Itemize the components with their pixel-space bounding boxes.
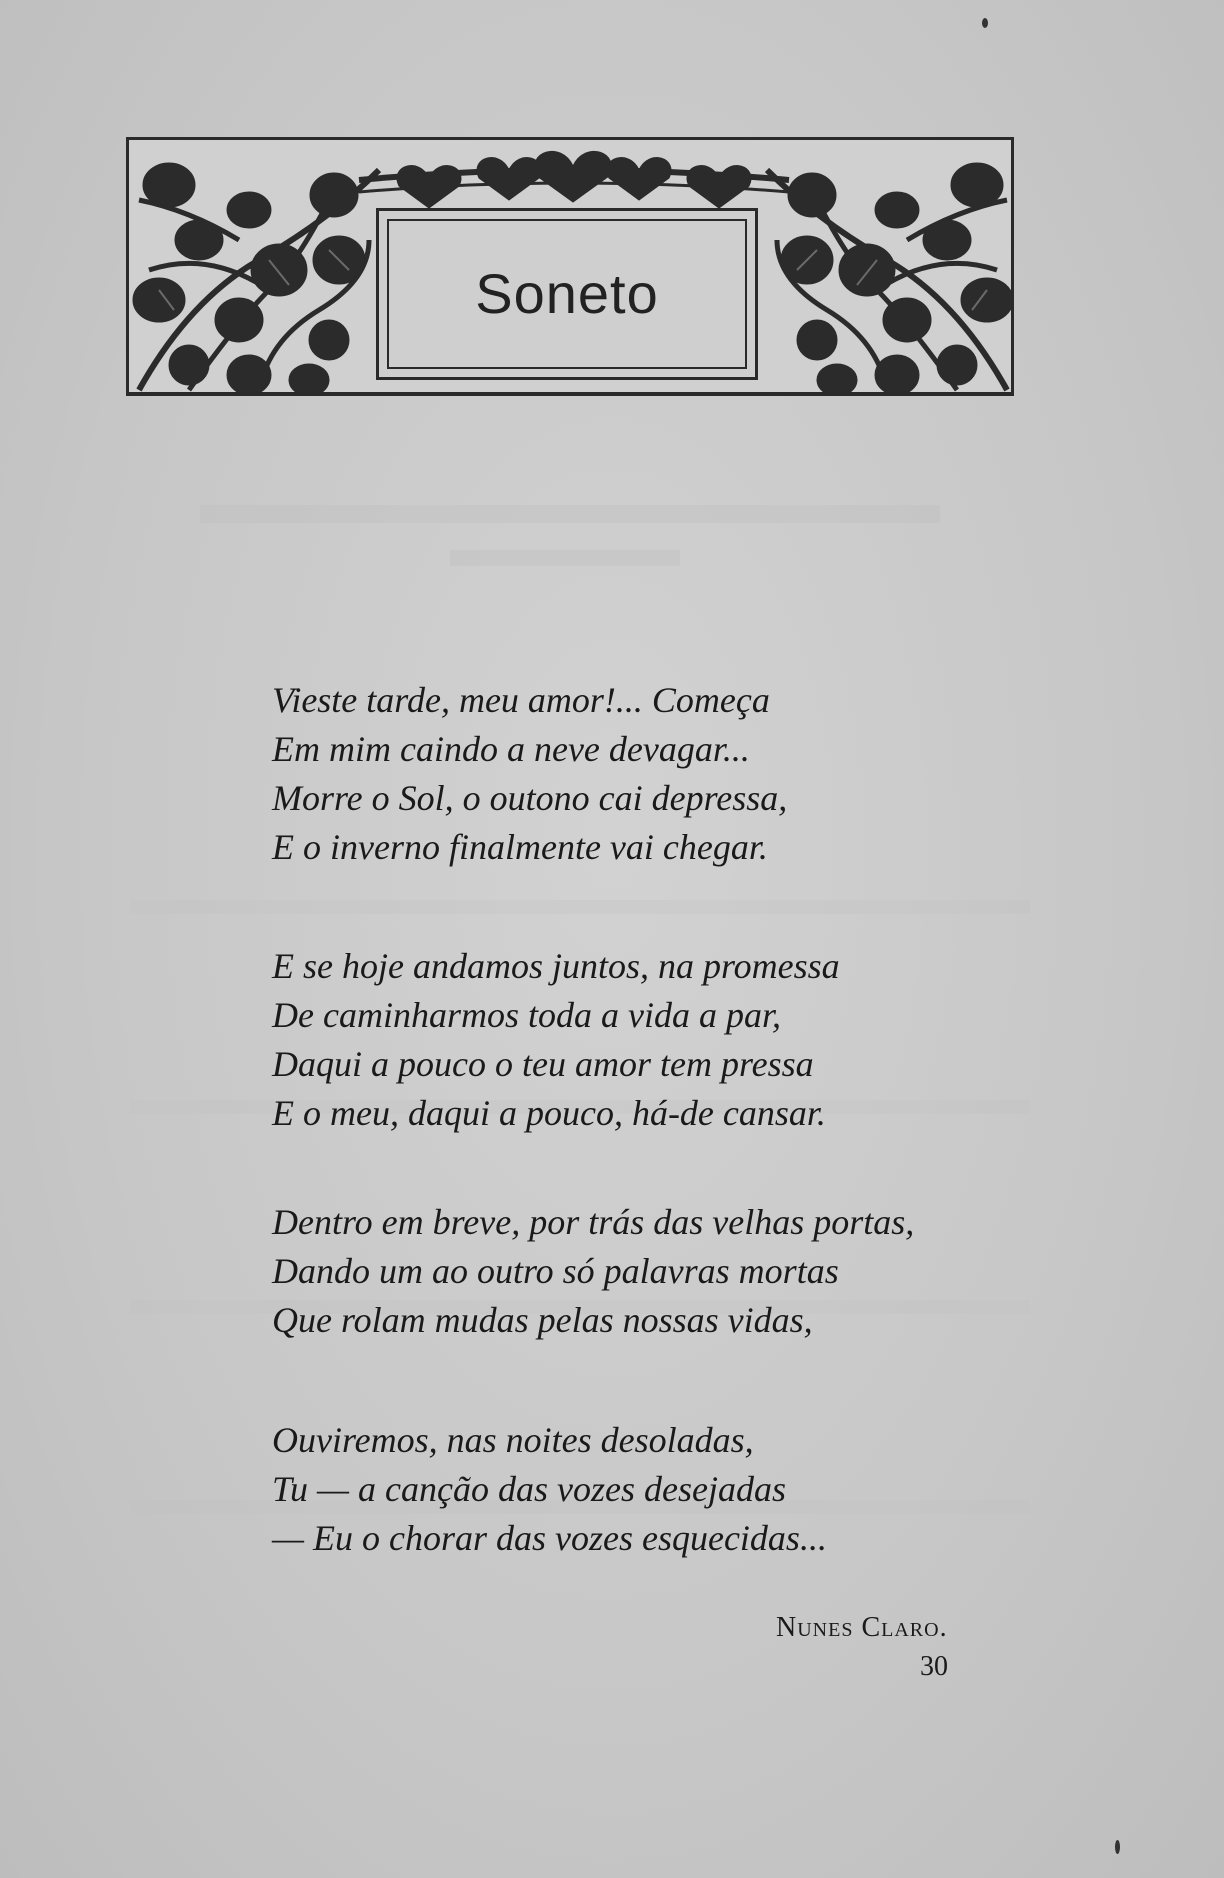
header-rule <box>126 393 1014 396</box>
poem-line: Daqui a pouco o teu amor tem pressa <box>272 1044 814 1084</box>
poem-line: E o inverno finalmente vai chegar. <box>272 827 768 867</box>
author-signature: Nunes Claro. <box>776 1612 948 1643</box>
poem-line: Morre o Sol, o outono cai depressa, <box>272 778 788 818</box>
poem-line: E o meu, daqui a pouco, há-de cansar. <box>272 1093 826 1133</box>
ink-speck <box>982 18 988 28</box>
poem-line: Vieste tarde, meu amor!... Começa <box>272 680 770 720</box>
poem-line: Ouviremos, nas noites desoladas, <box>272 1420 754 1460</box>
poem-line: De caminharmos toda a vida a par, <box>272 995 781 1035</box>
stanza <box>272 1198 914 1345</box>
poem-line: Tu — a canção das vozes desejadas <box>272 1469 786 1509</box>
title-frame <box>376 208 758 380</box>
stanza <box>272 1416 827 1563</box>
poem-line: Dando um ao outro só palavras mortas <box>272 1251 839 1291</box>
ink-speck <box>1115 1840 1120 1854</box>
poem-line: Que rolam mudas pelas nossas vidas, <box>272 1300 813 1340</box>
poem-line: Em mim caindo a neve devagar... <box>272 729 750 769</box>
stanza <box>272 676 787 872</box>
poem-line: E se hoje andamos juntos, na promessa <box>272 946 840 986</box>
poem-line: — Eu o chorar das vozes esquecidas... <box>272 1518 827 1558</box>
page-title: Soneto <box>475 262 659 325</box>
stanza <box>272 942 840 1138</box>
page-number: 30 <box>920 1651 948 1682</box>
poem-line: Dentro em breve, por trás das velhas portas, <box>272 1202 915 1242</box>
